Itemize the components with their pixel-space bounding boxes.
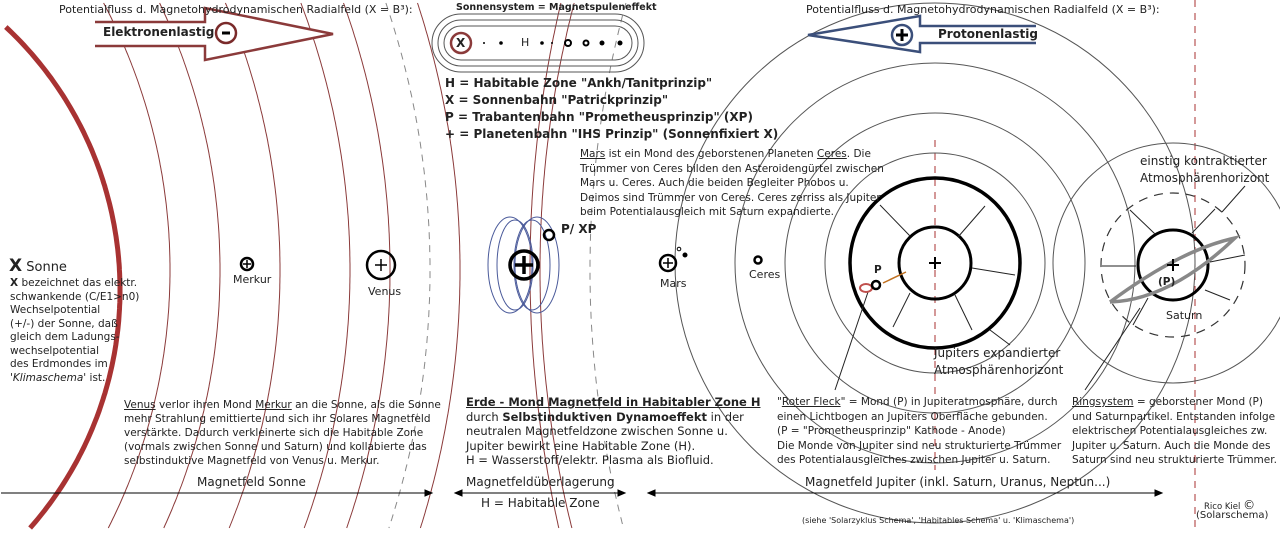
earth-moon-label: P/ XP bbox=[561, 222, 597, 236]
saturn-label: Saturn bbox=[1166, 309, 1203, 322]
saturn-moon-label: (P) bbox=[1158, 276, 1176, 288]
earth-note: Erde - Mond Magnetfeld in Habitabler Zone H durch Selbstinduktiven Dynamoeffekt in der neutralen Magnetfeldzone zwischen Sonne u. Jupiter bewirkt eine Habitable Zone (H). H = Wasserstoff/elektr. Plasma als Biofluid. bbox=[466, 395, 761, 467]
pointer-red-spot bbox=[835, 292, 868, 390]
mars-label: Mars bbox=[660, 277, 687, 290]
legend-item: P = Trabantenbahn "Prometheusprinzip" (XP) bbox=[445, 110, 753, 124]
pointer-horizon bbox=[1222, 186, 1245, 212]
left-header-title: Potentialfluss d. Magnetohydrodynamischen Radialfeld (X = B³): bbox=[59, 3, 413, 16]
ceres-planet bbox=[755, 257, 762, 264]
overlap-label: Magnetfeldüberlagerung bbox=[466, 475, 615, 489]
phobos bbox=[677, 247, 681, 251]
venus-note: Venus verlor ihren Mond Merkur an die Sonne, als die Sonne mehr Strahlung emittierte und sich ihr Solares Magnetfeld verstärkte. Dadurch verkleinerte sich die Habitable Zone (vormals zwischen Sonne und Saturn) und kollabierte das selbstinduktive Magnetfeld von Venus u. Merkur. bbox=[124, 399, 441, 467]
saturn-note: Ringsystem = geborstener Mond (P) und Saturnpartikel. Entstanden infolge elektrischen Potentialausgleiches zw. Jupiter u. Saturn. Auch die Monde des Saturn sind neu strukturierte Trümmer. bbox=[1072, 396, 1277, 466]
author-label: Rico Kiel © bbox=[1204, 498, 1256, 512]
plus-signs bbox=[243, 256, 1179, 274]
jupiter-horizon-label: Jupiters expandierter Atmosphärenhorizont bbox=[934, 346, 1064, 377]
jupiter-field-label: Magnetfeld Jupiter (inkl. Saturn, Uranus, Neptun...) bbox=[805, 475, 1111, 489]
coil-x-label: X bbox=[456, 36, 466, 50]
sun-label: X Sonne bbox=[9, 256, 67, 276]
legend-item: H = Habitable Zone "Ankh/Tanitprinzip" bbox=[445, 76, 713, 90]
venus-label: Venus bbox=[368, 285, 402, 298]
legend-item: X = Sonnenbahn "Patrickprinzip" bbox=[445, 93, 669, 107]
electron-arrow-label: Elektronenlastig bbox=[103, 25, 215, 39]
habitable-zone-label: H = Habitable Zone bbox=[481, 496, 600, 510]
red-spot bbox=[860, 284, 872, 292]
pointer-ring bbox=[1085, 308, 1140, 390]
jupiter-moon bbox=[872, 281, 880, 289]
sun-note: X bezeichnet das elektr. schwankende (C/E1>n0) Wechselpotential (+/-) der Sonne, daß gleich dem Ladungs- wechselpotential des Erdmondes im 'Klimaschema' ist. bbox=[10, 277, 140, 384]
jupiter-note: "Roter Fleck" = Mond (P) in Jupiteratmosphäre, durch einen Lichtbogen an Jupiters Oberfläche gebunden. (P = "Prometheusprinzip" Kathode - Anode) Die Monde von Jupiter sind neu strukturierte Trümmer des Potentialausgleiches zwischen Jupiter u. Saturn. bbox=[777, 396, 1062, 466]
merkur-label: Merkur bbox=[233, 273, 272, 286]
coil-h-label: H bbox=[521, 36, 530, 49]
ceres-label: Ceres bbox=[749, 268, 781, 281]
legend bbox=[445, 75, 778, 143]
legend-item: + = Planetenbahn "IHS Prinzip" (Sonnenfixiert X) bbox=[445, 127, 779, 141]
sun-field-label: Magnetfeld Sonne bbox=[197, 475, 306, 489]
source-label: (Solarschema) bbox=[1196, 510, 1269, 521]
coil-title: Sonnensystem = Magnetspuleneffekt bbox=[456, 2, 657, 13]
see-also-note: (siehe 'Solarzyklus Schema', 'Habitables Schema' u. 'Klimaschema') bbox=[802, 516, 1075, 525]
saturn-horizon-label: einstig kontraktierter Atmosphärenhorizont bbox=[1140, 154, 1270, 185]
jupiter-moon-label: P bbox=[874, 264, 882, 276]
mars-note: Mars ist ein Mond des geborstenen Planeten Ceres. Die Trümmer von Ceres bilden den Asteroidengürtel zwischen Mars u. Ceres. Auch die beiden Begleiter Phobos u. Deimos sind Trümmer von Ceres. Ceres zerriss als Jupiter beim Potentialausgleich mit Saturn expandierte. bbox=[580, 148, 884, 218]
proton-arrow-label: Protonenlastig bbox=[938, 27, 1038, 41]
deimos bbox=[683, 253, 687, 257]
right-header-title: Potentialfluss d. Magnetohydrodynamischen Radialfeld (X = B³): bbox=[806, 3, 1160, 16]
